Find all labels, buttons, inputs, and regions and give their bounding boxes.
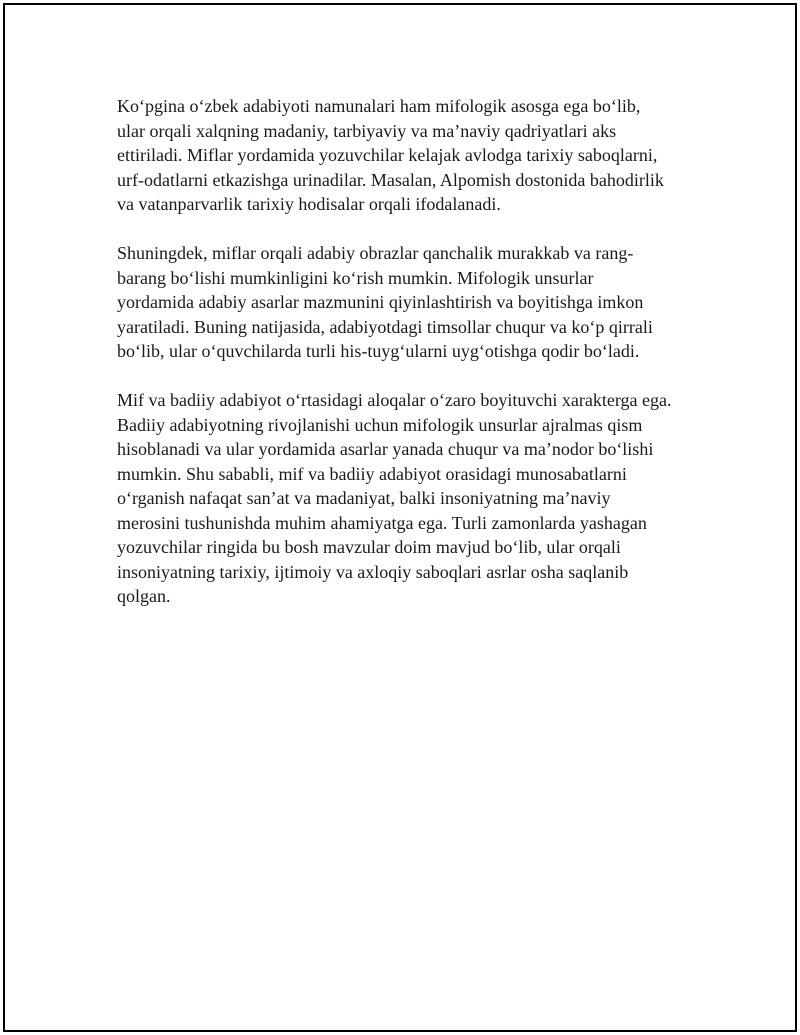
text-line: ular orqali xalqning madaniy, tarbiyaviy va ma’naviy qadriyatlari aks <box>117 120 617 141</box>
text-line: va vatanparvarlik tarixiy hodisalar orqali ifodalanadi. <box>117 194 501 214</box>
text-line: Ko‘pgina o‘zbek adabiyoti namunalari ham mifologik asosga ega bo‘lib, <box>117 96 641 116</box>
text-line: ettiriladi. Miflar yordamida yozuvchilar kelajak avlodga tarixiy saboqlarni, <box>117 145 658 165</box>
text-line: Shuningdek, miflar orqali adabiy obrazlar qanchalik murakkab va rang- <box>117 243 634 263</box>
text-line: merosini tushunishda muhim ahamiyatga ega. Turli zamonlarda yashagan <box>117 512 647 533</box>
text-line: yozuvchilar ringida bu bosh mavzular doim mavjud bo‘lib, ular orqali <box>117 537 621 557</box>
paragraph-2 <box>117 241 717 364</box>
text-line: o‘rganish nafaqat san’at va madaniyat, balki insoniyatning ma’naviy <box>117 488 611 508</box>
text-line: yaratiladi. Buning natijasida, adabiyotdagi timsollar chuqur va ko‘p qirrali <box>117 316 653 337</box>
text-line: barang bo‘lishi mumkinligini ko‘rish mumkin. Mifologik unsurlar <box>117 267 594 288</box>
text-line: urf-odatlarni etkazishga urinadilar. Masalan, Alpomish dostonida bahodirlik <box>117 169 664 190</box>
text-line: bo‘lib, ular o‘quvchilarda turli his-tuyg‘ularni uyg‘otishga qodir bo‘ladi. <box>117 341 640 361</box>
text-line: hisoblanadi va ular yordamida asarlar yanada chuqur va ma’nodor bo‘lishi <box>117 439 654 459</box>
text-line: qolgan. <box>117 586 171 606</box>
text-line: mumkin. Shu sababli, mif va badiiy adabiyot orasidagi munosabatlarni <box>117 463 627 484</box>
paragraph-3 <box>117 388 717 609</box>
text-line: Badiiy adabiyotning rivojlanishi uchun mifologik unsurlar ajralmas qism <box>117 414 643 435</box>
text-line: insoniyatning tarixiy, ijtimoiy va axloqiy saboqlari asrlar osha saqlanib <box>117 561 629 582</box>
text-line: Mif va badiiy adabiyot o‘rtasidagi aloqalar o‘zaro boyituvchi xarakterga ega. <box>117 390 672 410</box>
paragraph-1 <box>117 94 717 217</box>
document-body <box>117 94 717 633</box>
text-line: yordamida adabiy asarlar mazmunini qiyinlashtirish va boyitishga imkon <box>117 292 644 312</box>
